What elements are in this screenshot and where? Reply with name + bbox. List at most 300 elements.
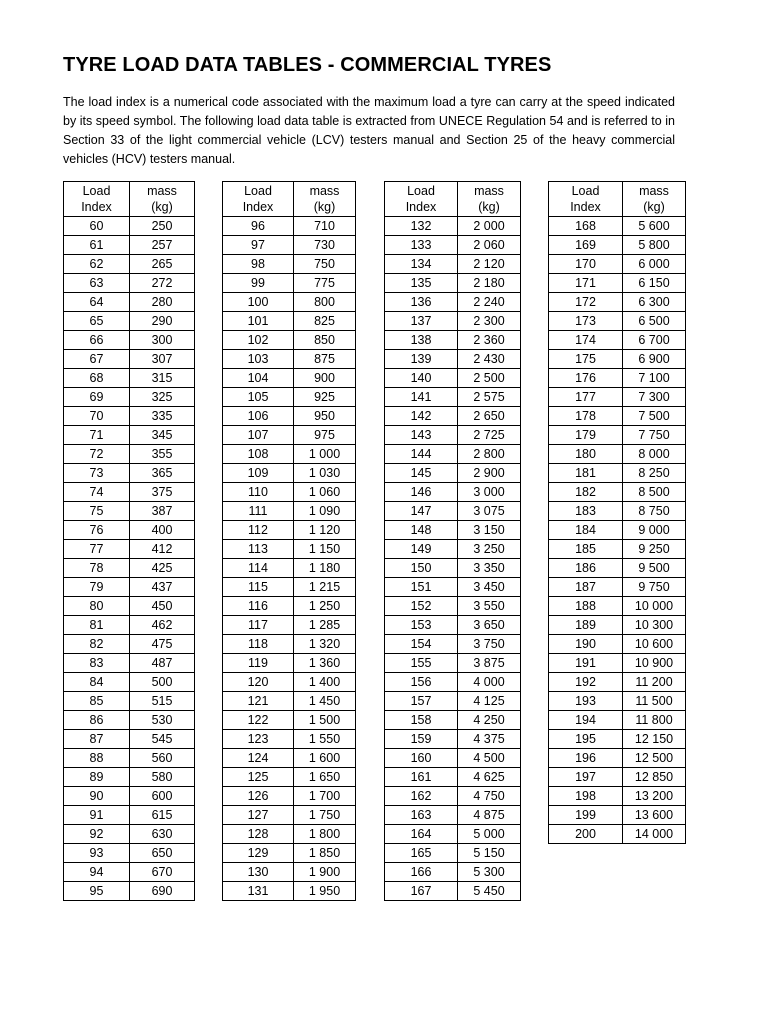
- table-row: [549, 255, 686, 274]
- table-row: [549, 616, 686, 635]
- mass-cell: 6 000: [623, 255, 686, 274]
- table-row: [385, 768, 521, 787]
- mass-cell: 450: [130, 597, 195, 616]
- load-index-cell: 78: [64, 559, 130, 578]
- table-row: [549, 445, 686, 464]
- load-index-cell: 188: [549, 597, 623, 616]
- table-row: [385, 711, 521, 730]
- table-row: [223, 502, 356, 521]
- table-row: [223, 388, 356, 407]
- table-row: [385, 236, 521, 255]
- table-row: [64, 426, 195, 445]
- table-row: [64, 654, 195, 673]
- table-row: [549, 521, 686, 540]
- table-row: [223, 578, 356, 597]
- load-index-cell: 92: [64, 825, 130, 844]
- mass-cell: 1 850: [294, 844, 356, 863]
- mass-cell: 4 375: [458, 730, 521, 749]
- load-index-cell: 151: [385, 578, 458, 597]
- table-row: [549, 673, 686, 692]
- table-row: [64, 806, 195, 825]
- mass-cell: 1 030: [294, 464, 356, 483]
- mass-cell: 10 900: [623, 654, 686, 673]
- mass-cell: 2 240: [458, 293, 521, 312]
- mass-cell: 365: [130, 464, 195, 483]
- mass-cell: 7 500: [623, 407, 686, 426]
- load-index-cell: 103: [223, 350, 294, 369]
- load-index-cell: 163: [385, 806, 458, 825]
- mass-cell: 5 300: [458, 863, 521, 882]
- mass-cell: 850: [294, 331, 356, 350]
- load-index-cell: 140: [385, 369, 458, 388]
- mass-cell: 3 000: [458, 483, 521, 502]
- table-row: [64, 673, 195, 692]
- table-row: [385, 445, 521, 464]
- mass-cell: 9 750: [623, 578, 686, 597]
- mass-cell: 1 800: [294, 825, 356, 844]
- mass-cell: 11 800: [623, 711, 686, 730]
- mass-cell: 580: [130, 768, 195, 787]
- mass-cell: 13 600: [623, 806, 686, 825]
- mass-cell: 3 875: [458, 654, 521, 673]
- load-index-cell: 193: [549, 692, 623, 711]
- table-row: [549, 654, 686, 673]
- mass-cell: 3 750: [458, 635, 521, 654]
- mass-cell: 462: [130, 616, 195, 635]
- table-row: [385, 825, 521, 844]
- table-row: [385, 673, 521, 692]
- load-index-cell: 114: [223, 559, 294, 578]
- mass-cell: 9 500: [623, 559, 686, 578]
- table-row: [223, 293, 356, 312]
- load-index-cell: 172: [549, 293, 623, 312]
- table-row: [385, 844, 521, 863]
- table-row: [223, 692, 356, 711]
- mass-cell: 475: [130, 635, 195, 654]
- load-index-cell: 87: [64, 730, 130, 749]
- table-row: [385, 388, 521, 407]
- load-index-header: Load Index: [64, 182, 130, 217]
- load-index-cell: 86: [64, 711, 130, 730]
- mass-cell: 1 180: [294, 559, 356, 578]
- table-row: [64, 749, 195, 768]
- load-index-cell: 137: [385, 312, 458, 331]
- load-index-cell: 104: [223, 369, 294, 388]
- table-row: [64, 331, 195, 350]
- load-index-cell: 88: [64, 749, 130, 768]
- table-row: [64, 312, 195, 331]
- table-row: [549, 369, 686, 388]
- table-row: [385, 255, 521, 274]
- load-index-cell: 94: [64, 863, 130, 882]
- table-row: [549, 293, 686, 312]
- mass-cell: 280: [130, 293, 195, 312]
- table-row: [223, 350, 356, 369]
- table-row: [549, 407, 686, 426]
- mass-cell: 1 285: [294, 616, 356, 635]
- mass-cell: 2 725: [458, 426, 521, 445]
- table-row: [223, 369, 356, 388]
- load-index-cell: 133: [385, 236, 458, 255]
- mass-cell: 4 000: [458, 673, 521, 692]
- table-row: [64, 236, 195, 255]
- load-index-cell: 185: [549, 540, 623, 559]
- table-row: [385, 464, 521, 483]
- load-index-cell: 121: [223, 692, 294, 711]
- table-row: [64, 863, 195, 882]
- table-row: [64, 540, 195, 559]
- table-row: [64, 597, 195, 616]
- load-table-2: [222, 181, 356, 901]
- table-row: [385, 692, 521, 711]
- load-index-cell: 169: [549, 236, 623, 255]
- mass-cell: 1 500: [294, 711, 356, 730]
- load-index-cell: 149: [385, 540, 458, 559]
- mass-cell: 690: [130, 882, 195, 901]
- table-row: [385, 597, 521, 616]
- mass-cell: 975: [294, 426, 356, 445]
- mass-cell: 2 900: [458, 464, 521, 483]
- table-row: [385, 654, 521, 673]
- load-index-cell: 77: [64, 540, 130, 559]
- mass-cell: 1 450: [294, 692, 356, 711]
- mass-cell: 10 300: [623, 616, 686, 635]
- table-row: [385, 274, 521, 293]
- load-index-cell: 128: [223, 825, 294, 844]
- table-row: [549, 540, 686, 559]
- load-index-cell: 122: [223, 711, 294, 730]
- load-index-cell: 176: [549, 369, 623, 388]
- load-index-cell: 108: [223, 445, 294, 464]
- mass-header: mass (kg): [458, 182, 521, 217]
- load-index-cell: 105: [223, 388, 294, 407]
- table-row: [385, 616, 521, 635]
- mass-cell: 5 150: [458, 844, 521, 863]
- mass-cell: 1 060: [294, 483, 356, 502]
- load-index-cell: 194: [549, 711, 623, 730]
- mass-cell: 6 300: [623, 293, 686, 312]
- load-index-cell: 109: [223, 464, 294, 483]
- load-index-cell: 96: [223, 217, 294, 236]
- mass-cell: 307: [130, 350, 195, 369]
- mass-header: mass (kg): [130, 182, 195, 217]
- table-row: [385, 559, 521, 578]
- load-index-cell: 118: [223, 635, 294, 654]
- table-row: [64, 616, 195, 635]
- table-row: [223, 825, 356, 844]
- mass-cell: 560: [130, 749, 195, 768]
- load-index-cell: 178: [549, 407, 623, 426]
- load-index-cell: 150: [385, 559, 458, 578]
- load-index-cell: 79: [64, 578, 130, 597]
- mass-cell: 10 600: [623, 635, 686, 654]
- load-index-cell: 72: [64, 445, 130, 464]
- load-index-cell: 111: [223, 502, 294, 521]
- mass-cell: 2 575: [458, 388, 521, 407]
- load-index-header: Load Index: [223, 182, 294, 217]
- mass-cell: 11 500: [623, 692, 686, 711]
- table-row: [64, 464, 195, 483]
- load-index-cell: 158: [385, 711, 458, 730]
- load-index-cell: 66: [64, 331, 130, 350]
- table-row: [549, 768, 686, 787]
- load-index-cell: 143: [385, 426, 458, 445]
- table-row: [64, 293, 195, 312]
- load-index-cell: 134: [385, 255, 458, 274]
- table-row: [223, 236, 356, 255]
- load-index-cell: 191: [549, 654, 623, 673]
- mass-cell: 2 180: [458, 274, 521, 293]
- load-index-cell: 60: [64, 217, 130, 236]
- load-table-4: [548, 181, 686, 844]
- mass-cell: 900: [294, 369, 356, 388]
- load-index-cell: 181: [549, 464, 623, 483]
- table-row: [64, 369, 195, 388]
- mass-cell: 2 500: [458, 369, 521, 388]
- load-index-cell: 65: [64, 312, 130, 331]
- load-index-cell: 155: [385, 654, 458, 673]
- load-index-cell: 198: [549, 787, 623, 806]
- table-row: [223, 749, 356, 768]
- load-index-cell: 184: [549, 521, 623, 540]
- load-index-cell: 152: [385, 597, 458, 616]
- mass-header: mass (kg): [294, 182, 356, 217]
- table-row: [223, 635, 356, 654]
- table-row: [385, 540, 521, 559]
- table-row: [549, 597, 686, 616]
- load-index-cell: 141: [385, 388, 458, 407]
- load-index-cell: 116: [223, 597, 294, 616]
- mass-cell: 5 450: [458, 882, 521, 901]
- table-row: [385, 483, 521, 502]
- mass-cell: 250: [130, 217, 195, 236]
- table-row: [549, 350, 686, 369]
- mass-cell: 500: [130, 673, 195, 692]
- load-index-cell: 106: [223, 407, 294, 426]
- mass-cell: 10 000: [623, 597, 686, 616]
- mass-cell: 800: [294, 293, 356, 312]
- table-row: [385, 730, 521, 749]
- mass-cell: 775: [294, 274, 356, 293]
- mass-cell: 1 900: [294, 863, 356, 882]
- mass-cell: 1 360: [294, 654, 356, 673]
- table-row: [223, 711, 356, 730]
- mass-cell: 2 430: [458, 350, 521, 369]
- table-row: [385, 578, 521, 597]
- load-index-cell: 159: [385, 730, 458, 749]
- table-row: [223, 806, 356, 825]
- mass-cell: 1 215: [294, 578, 356, 597]
- mass-cell: 487: [130, 654, 195, 673]
- load-index-cell: 91: [64, 806, 130, 825]
- mass-cell: 2 360: [458, 331, 521, 350]
- table-row: [64, 217, 195, 236]
- mass-cell: 6 150: [623, 274, 686, 293]
- load-index-cell: 62: [64, 255, 130, 274]
- load-index-cell: 71: [64, 426, 130, 445]
- mass-cell: 4 125: [458, 692, 521, 711]
- load-index-header: Load Index: [385, 182, 458, 217]
- table-row: [223, 559, 356, 578]
- mass-cell: 4 625: [458, 768, 521, 787]
- load-index-cell: 162: [385, 787, 458, 806]
- load-index-cell: 154: [385, 635, 458, 654]
- mass-cell: 2 000: [458, 217, 521, 236]
- table-row: [385, 787, 521, 806]
- mass-cell: 615: [130, 806, 195, 825]
- load-index-cell: 119: [223, 654, 294, 673]
- load-index-cell: 200: [549, 825, 623, 844]
- mass-cell: 3 450: [458, 578, 521, 597]
- mass-header: mass (kg): [623, 182, 686, 217]
- load-index-cell: 182: [549, 483, 623, 502]
- mass-cell: 412: [130, 540, 195, 559]
- mass-cell: 730: [294, 236, 356, 255]
- load-index-cell: 135: [385, 274, 458, 293]
- load-index-cell: 115: [223, 578, 294, 597]
- mass-cell: 650: [130, 844, 195, 863]
- mass-cell: 8 500: [623, 483, 686, 502]
- table-row: [64, 711, 195, 730]
- load-index-cell: 61: [64, 236, 130, 255]
- load-index-cell: 75: [64, 502, 130, 521]
- load-index-cell: 98: [223, 255, 294, 274]
- table-row: [223, 730, 356, 749]
- load-index-cell: 120: [223, 673, 294, 692]
- load-index-cell: 190: [549, 635, 623, 654]
- mass-cell: 4 250: [458, 711, 521, 730]
- table-row: [223, 787, 356, 806]
- load-index-cell: 100: [223, 293, 294, 312]
- load-index-cell: 67: [64, 350, 130, 369]
- mass-cell: 1 650: [294, 768, 356, 787]
- mass-cell: 2 650: [458, 407, 521, 426]
- mass-cell: 3 350: [458, 559, 521, 578]
- load-index-cell: 63: [64, 274, 130, 293]
- load-index-cell: 142: [385, 407, 458, 426]
- load-index-cell: 74: [64, 483, 130, 502]
- load-index-cell: 173: [549, 312, 623, 331]
- load-index-cell: 110: [223, 483, 294, 502]
- table-row: [64, 559, 195, 578]
- mass-cell: 13 200: [623, 787, 686, 806]
- load-index-cell: 130: [223, 863, 294, 882]
- mass-cell: 7 100: [623, 369, 686, 388]
- table-row: [549, 692, 686, 711]
- table-row: [549, 825, 686, 844]
- mass-cell: 5 800: [623, 236, 686, 255]
- mass-cell: 12 850: [623, 768, 686, 787]
- load-index-cell: 84: [64, 673, 130, 692]
- load-index-cell: 95: [64, 882, 130, 901]
- mass-cell: 300: [130, 331, 195, 350]
- mass-cell: 515: [130, 692, 195, 711]
- table-row: [223, 844, 356, 863]
- load-index-cell: 160: [385, 749, 458, 768]
- load-index-cell: 107: [223, 426, 294, 445]
- table-row: [549, 388, 686, 407]
- table-row: [385, 312, 521, 331]
- table-row: [549, 806, 686, 825]
- load-index-cell: 102: [223, 331, 294, 350]
- table-row: [549, 236, 686, 255]
- load-index-cell: 170: [549, 255, 623, 274]
- table-row: [549, 312, 686, 331]
- load-index-cell: 165: [385, 844, 458, 863]
- table-row: [385, 635, 521, 654]
- table-row: [64, 692, 195, 711]
- mass-cell: 315: [130, 369, 195, 388]
- table-row: [549, 578, 686, 597]
- mass-cell: 5 000: [458, 825, 521, 844]
- table-row: [223, 407, 356, 426]
- table-row: [385, 749, 521, 768]
- table-row: [223, 445, 356, 464]
- mass-cell: 8 750: [623, 502, 686, 521]
- load-index-cell: 144: [385, 445, 458, 464]
- load-index-cell: 123: [223, 730, 294, 749]
- table-row: [549, 502, 686, 521]
- table-row: [223, 426, 356, 445]
- load-index-cell: 164: [385, 825, 458, 844]
- table-row: [549, 217, 686, 236]
- table-row: [385, 407, 521, 426]
- mass-cell: 3 650: [458, 616, 521, 635]
- mass-cell: 272: [130, 274, 195, 293]
- load-index-cell: 81: [64, 616, 130, 635]
- load-index-cell: 125: [223, 768, 294, 787]
- table-row: [549, 331, 686, 350]
- load-index-cell: 73: [64, 464, 130, 483]
- mass-cell: 710: [294, 217, 356, 236]
- table-row: [223, 597, 356, 616]
- mass-cell: 1 090: [294, 502, 356, 521]
- table-row: [64, 445, 195, 464]
- load-index-cell: 97: [223, 236, 294, 255]
- mass-cell: 375: [130, 483, 195, 502]
- table-row: [385, 293, 521, 312]
- load-index-cell: 70: [64, 407, 130, 426]
- table-row: [223, 673, 356, 692]
- table-row: [223, 768, 356, 787]
- table-row: [549, 426, 686, 445]
- table-row: [385, 217, 521, 236]
- mass-cell: 265: [130, 255, 195, 274]
- table-row: [64, 882, 195, 901]
- table-row: [64, 521, 195, 540]
- mass-cell: 1 950: [294, 882, 356, 901]
- mass-cell: 387: [130, 502, 195, 521]
- mass-cell: 2 060: [458, 236, 521, 255]
- load-index-cell: 89: [64, 768, 130, 787]
- load-index-cell: 177: [549, 388, 623, 407]
- load-index-cell: 131: [223, 882, 294, 901]
- load-index-cell: 175: [549, 350, 623, 369]
- mass-cell: 825: [294, 312, 356, 331]
- table-row: [223, 217, 356, 236]
- table-row: [64, 635, 195, 654]
- load-index-cell: 168: [549, 217, 623, 236]
- table-row: [64, 578, 195, 597]
- table-row: [223, 521, 356, 540]
- table-row: [223, 464, 356, 483]
- mass-cell: 9 000: [623, 521, 686, 540]
- load-index-cell: 80: [64, 597, 130, 616]
- load-index-cell: 113: [223, 540, 294, 559]
- mass-cell: 1 150: [294, 540, 356, 559]
- mass-cell: 875: [294, 350, 356, 369]
- table-row: [549, 464, 686, 483]
